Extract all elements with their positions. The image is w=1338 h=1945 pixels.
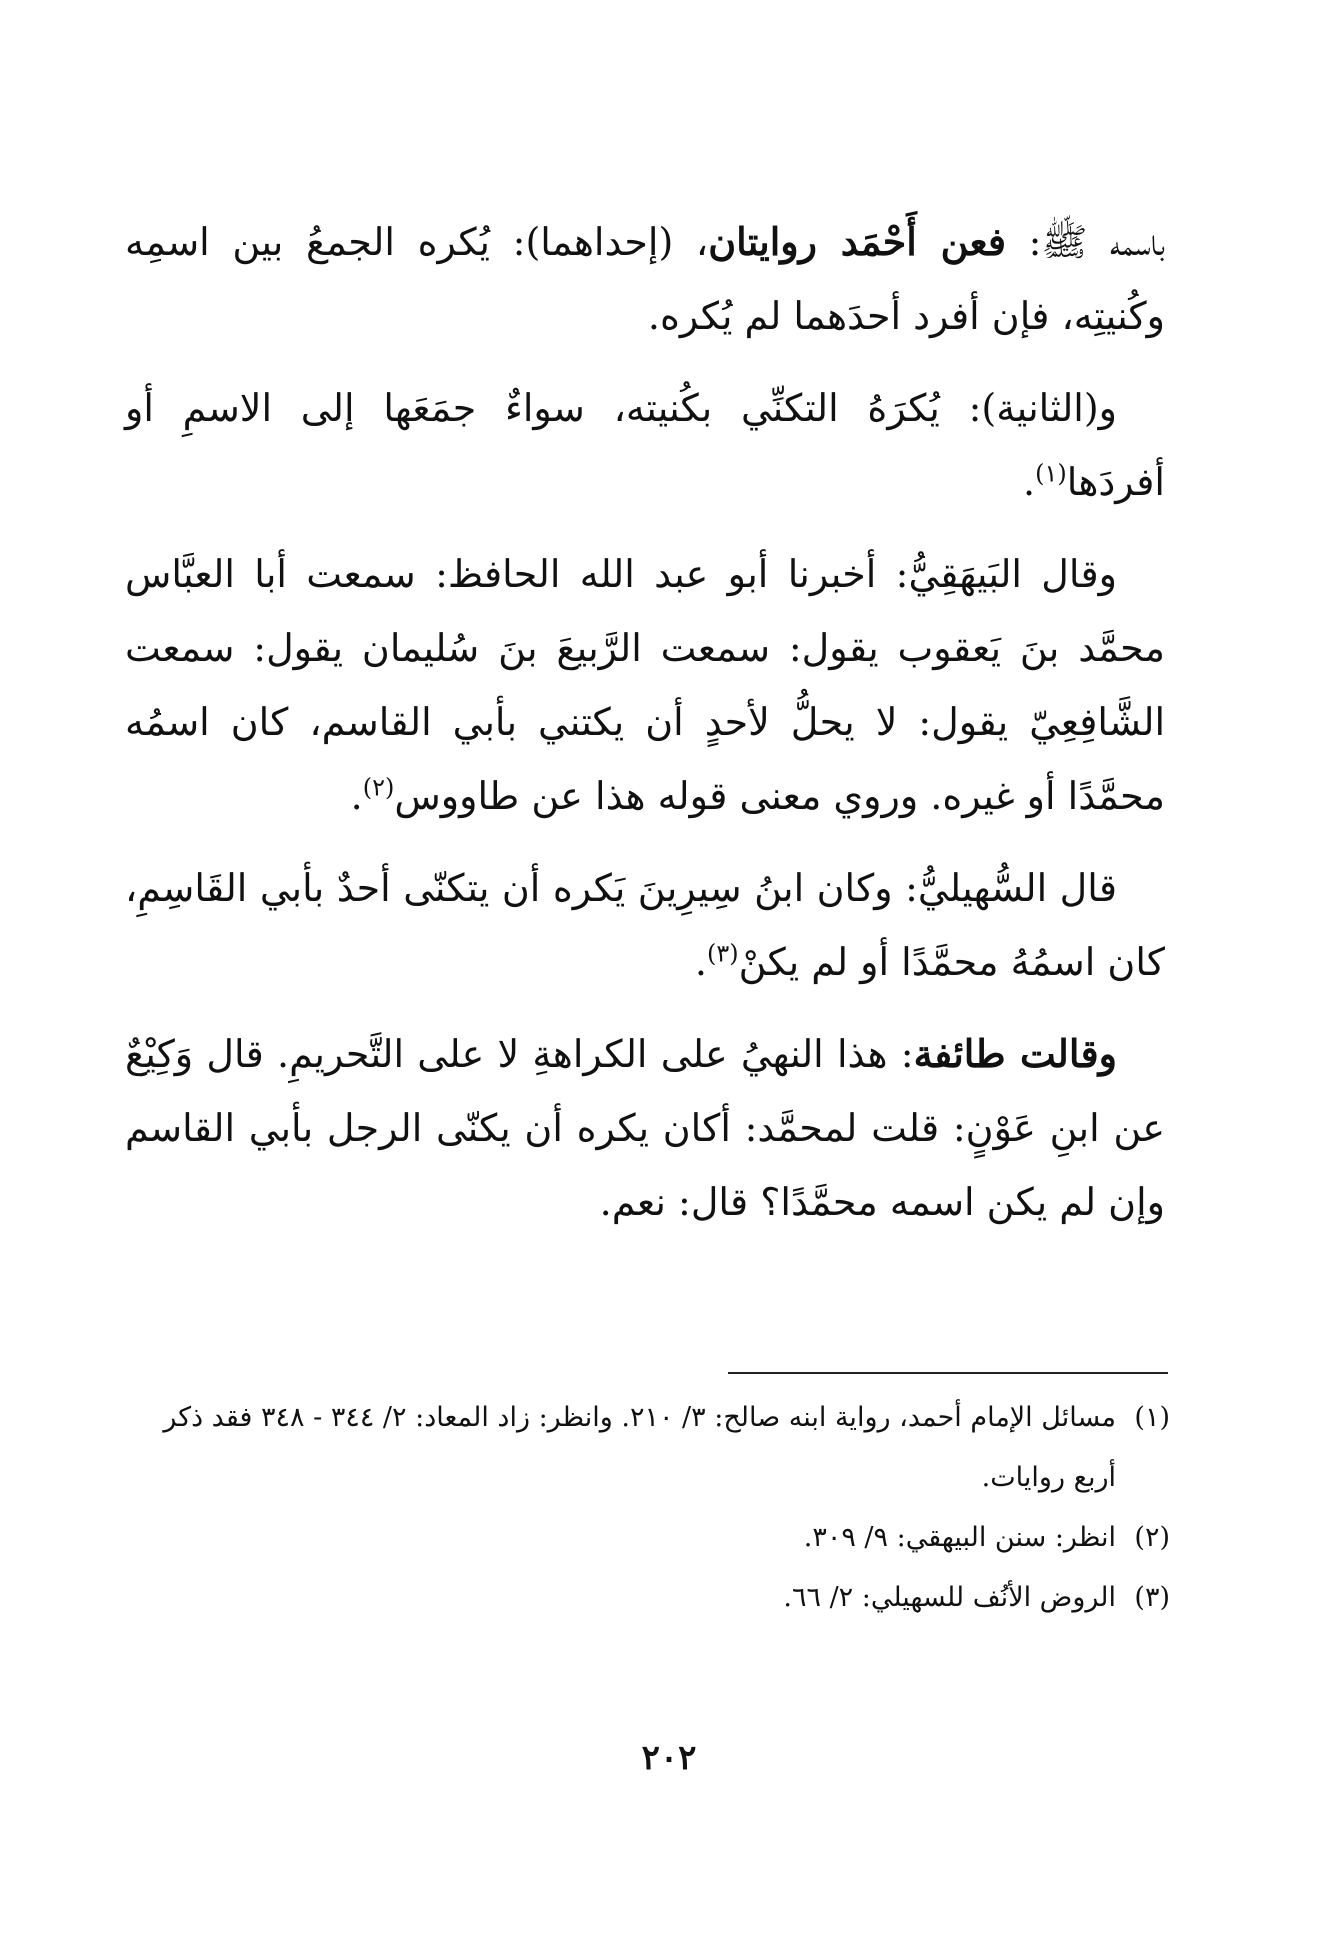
footnote-3-text: الروض الأنُف للسهيلي: ٢/ ٦٦. <box>783 1582 1116 1613</box>
footnote-3 <box>125 1568 1170 1628</box>
paragraph-1-segment-1: باسمه ﷺ: <box>1006 220 1165 264</box>
paragraph-5-segment-2: : هذا النهيُ على الكراهةِ لا على التَّحريمِ. قال وَكِيْعٌ عن ابنِ عَوْنٍ: قلت لمحمَّد: أكان يكره أن يكنّى الرجل بأبي القاسم وإن لم يكن اسمه محمَّدًا؟ قال: نعم. <box>125 1032 1165 1224</box>
paragraph-2 <box>125 371 1165 519</box>
paragraph-5-bold-phrase: وقالت طائفة <box>913 1031 1117 1076</box>
footnote-1 <box>125 1388 1170 1508</box>
footnote-2 <box>125 1508 1170 1568</box>
footnote-ref-1[interactable]: (١) <box>1035 459 1067 488</box>
paragraph-1-bold-phrase: فعن أَحْمَد روايتان <box>708 219 1007 264</box>
paragraph-4 <box>125 851 1165 999</box>
footnote-ref-3[interactable]: (٣) <box>707 939 739 968</box>
paragraph-2-segment-3: . <box>1023 460 1036 504</box>
footnote-2-text: انظر: سنن البيهقي: ٩/ ٣٠٩. <box>803 1522 1116 1553</box>
footnote-3-number: (٣) <box>1134 1582 1170 1613</box>
footnote-ref-2[interactable]: (٢) <box>362 773 395 802</box>
footnote-divider <box>728 1372 1168 1374</box>
paragraph-4-segment-1: قال السُّهيليُّ: وكان ابنُ سِيرِينَ يَكره أن يتكنّى أحدٌ بأبي القَاسِمِ، كان اسمُهُ محمَّدًا أو لم يكنْ <box>125 866 1165 984</box>
paragraph-1-segment-3: ، (إحداهما): يُكره الجمعُ بين اسمِه وكُنيتِه، فإن أفرد أحدَهما لم يُكره. <box>125 220 1165 338</box>
paragraph-3-segment-3: . <box>350 774 363 818</box>
paragraph-4-segment-3: . <box>694 940 708 984</box>
footnote-1-text: مسائل الإمام أحمد، رواية ابنه صالح: ٣/ ٢١٠. وانظر: زاد المعاد: ٢/ ٣٤٤ - ٣٤٨ فقد ذكر أربع روايات. <box>163 1402 1116 1493</box>
page-number: ٢٠٢ <box>641 1738 697 1778</box>
footnote-1-number: (١) <box>1134 1402 1170 1433</box>
footnotes <box>125 1388 1170 1628</box>
paragraph-3 <box>125 537 1165 833</box>
footnote-2-number: (٢) <box>1134 1522 1170 1553</box>
main-text <box>125 205 1165 1257</box>
paragraph-5 <box>125 1017 1165 1239</box>
paragraph-3-segment-1: وقال البَيهَقِيُّ: أخبرنا أبو عبد الله الحافظ: سمعت أبا العبَّاس محمَّد بنَ يَعقوب يقول: سمعت الرَّبيعَ بنَ سُليمان يقول: سمعت الشَّافِعِيّ يقول: لا يحلُّ لأحدٍ أن يكتني بأبي القاسم، كان اسمُه محمَّدًا أو غيره. وروي معنى قوله هذا عن طاووس <box>125 552 1165 818</box>
paragraph-2-segment-1: و(الثانية): يُكرَهُ التكنِّي بكُنيته، سواءٌ جمَعَها إلى الاسمِ أو أفردَها <box>125 386 1165 504</box>
paragraph-1 <box>125 205 1165 353</box>
